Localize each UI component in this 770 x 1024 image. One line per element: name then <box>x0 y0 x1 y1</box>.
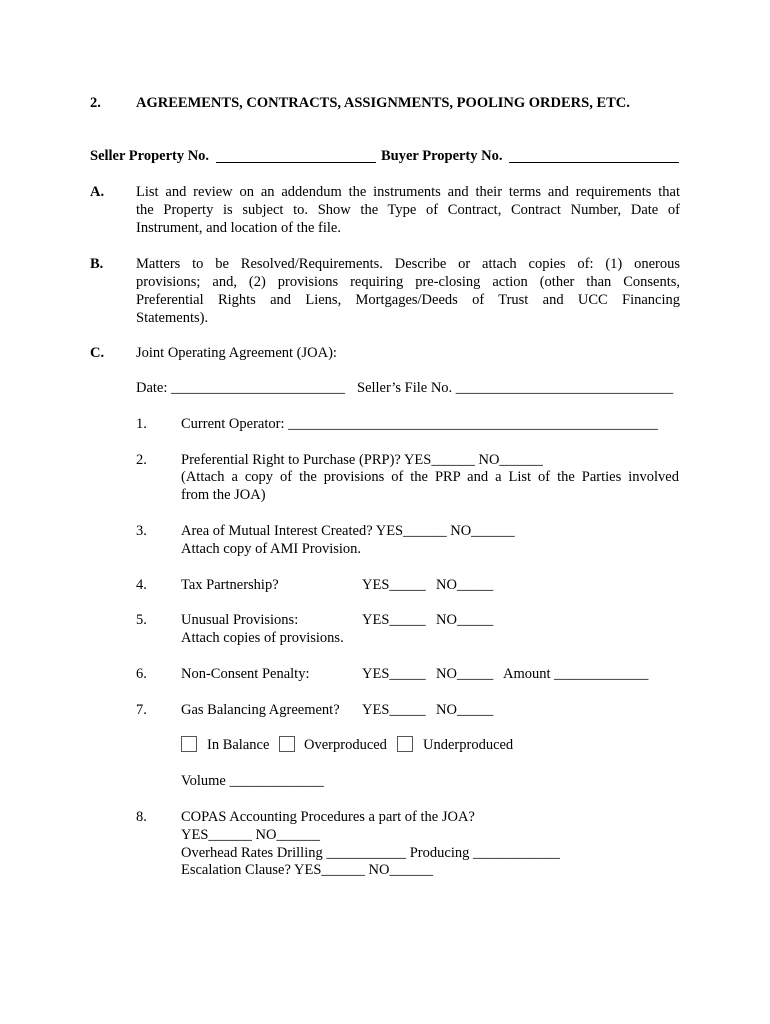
item-a-line-1: List and review on an addendum the instruments and their terms and requirements that <box>136 184 680 200</box>
joa-seller-file-field[interactable]: Seller’s File No. ______________________________ <box>357 380 674 396</box>
gas-balancing-yes[interactable]: YES_____ <box>362 702 426 718</box>
joa-item-1-num: 1. <box>136 416 147 432</box>
item-b-line-2: provisions; and, (2) provisions requiring pre-closing action (other than Consents, <box>136 274 680 290</box>
unusual-provisions-label: Unusual Provisions: <box>181 612 299 628</box>
prp-note-line-1: (Attach a copy of the provisions of the PRP and a List of the Parties involved <box>181 469 679 485</box>
gas-balancing-no[interactable]: NO_____ <box>436 702 494 718</box>
ami-note: Attach copy of AMI Provision. <box>181 541 362 557</box>
item-c-letter: C. <box>90 345 105 361</box>
gas-balancing-label: Gas Balancing Agreement? <box>181 702 340 718</box>
copas-yes-no[interactable]: YES______ NO______ <box>181 827 320 843</box>
item-a-line-2: the Property is subject to. Show the Type of Contract, Contract Number, Date of <box>136 202 680 218</box>
joa-item-4-num: 4. <box>136 577 147 593</box>
seller-property-field[interactable] <box>216 149 376 163</box>
overproduced-checkbox[interactable] <box>279 736 295 752</box>
non-consent-label: Non-Consent Penalty: <box>181 666 310 682</box>
joa-item-3-num: 3. <box>136 523 147 539</box>
in-balance-label: In Balance <box>207 737 270 753</box>
tax-partnership-label: Tax Partnership? <box>181 577 279 593</box>
overproduced-label: Overproduced <box>304 737 387 753</box>
in-balance-checkbox[interactable] <box>181 736 197 752</box>
item-a-line-3: Instrument, and location of the file. <box>136 220 341 236</box>
item-b-line-4: Statements). <box>136 310 209 326</box>
unusual-provisions-no[interactable]: NO_____ <box>436 612 494 628</box>
joa-item-7-num: 7. <box>136 702 147 718</box>
seller-property-label: Seller Property No. <box>90 148 210 164</box>
item-b-line-1: Matters to be Resolved/Requirements. Describe or attach copies of: (1) onerous <box>136 256 680 272</box>
non-consent-no[interactable]: NO_____ <box>436 666 494 682</box>
unusual-provisions-yes[interactable]: YES_____ <box>362 612 426 628</box>
ami-question[interactable]: Area of Mutual Interest Created? YES______ NO______ <box>181 523 515 539</box>
item-a-text <box>136 183 680 237</box>
volume-field[interactable]: Volume _____________ <box>181 773 324 789</box>
overhead-rates[interactable]: Overhead Rates Drilling ___________ Producing ____________ <box>181 845 560 861</box>
buyer-property-field[interactable] <box>509 149 679 163</box>
item-b-letter: B. <box>90 256 104 272</box>
section-title: AGREEMENTS, CONTRACTS, ASSIGNMENTS, POOLING ORDERS, ETC. <box>136 95 630 111</box>
joa-item-8-num: 8. <box>136 809 147 825</box>
item-a-letter: A. <box>90 184 105 200</box>
non-consent-yes[interactable]: YES_____ <box>362 666 426 682</box>
non-consent-amount[interactable]: Amount _____________ <box>503 666 649 682</box>
joa-date-field[interactable]: Date: ________________________ <box>136 380 346 396</box>
item-c-title: Joint Operating Agreement (JOA): <box>136 345 337 361</box>
prp-question[interactable]: Preferential Right to Purchase (PRP)? YES______ NO______ <box>181 452 543 468</box>
joa-item-5-num: 5. <box>136 612 147 628</box>
item-b-line-3: Preferential Rights and Liens, Mortgages/Deeds of Trust and UCC Financing <box>136 292 680 308</box>
unusual-provisions-note: Attach copies of provisions. <box>181 630 344 646</box>
underproduced-checkbox[interactable] <box>397 736 413 752</box>
joa-item-2-num: 2. <box>136 452 147 468</box>
underproduced-label: Underproduced <box>423 737 514 753</box>
section-number: 2. <box>90 95 101 111</box>
tax-partnership-yes[interactable]: YES_____ <box>362 577 426 593</box>
copas-question: COPAS Accounting Procedures a part of the JOA? <box>181 809 475 825</box>
item-b-text <box>136 255 680 327</box>
prp-note-line-2: from the JOA) <box>181 487 266 503</box>
escalation-clause[interactable]: Escalation Clause? YES______ NO______ <box>181 862 433 878</box>
current-operator-field[interactable]: Current Operator: ___________________________________________________ <box>181 416 658 432</box>
joa-item-6-num: 6. <box>136 666 147 682</box>
tax-partnership-no[interactable]: NO_____ <box>436 577 494 593</box>
buyer-property-label: Buyer Property No. <box>381 148 503 164</box>
